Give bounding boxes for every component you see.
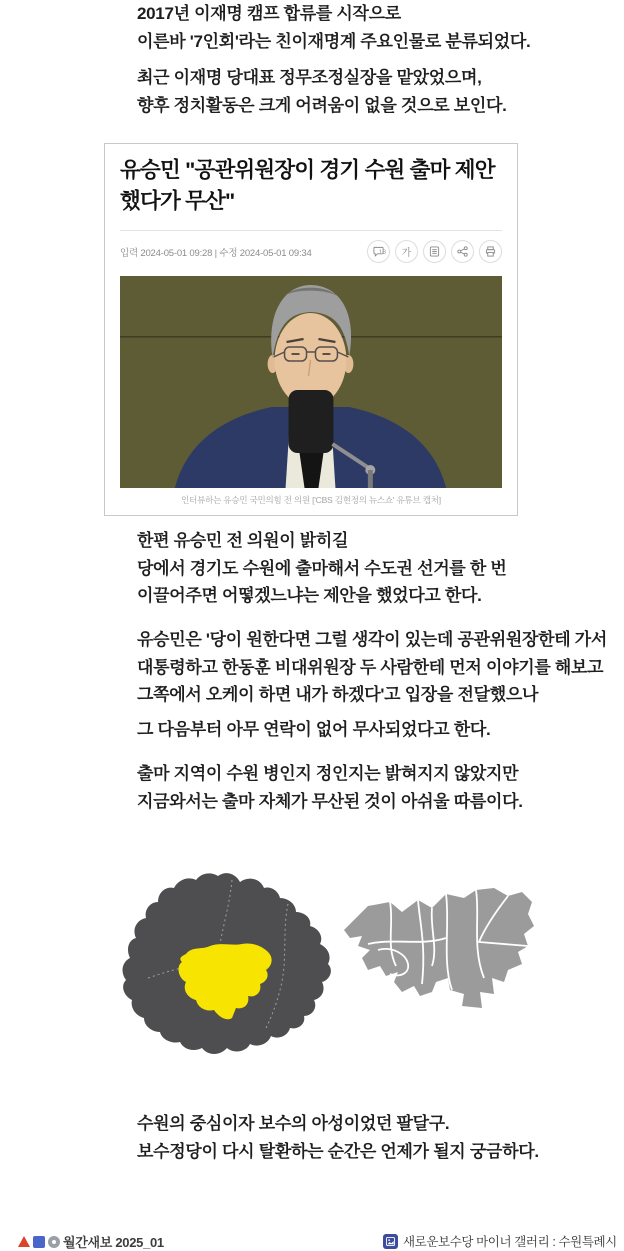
suwon-city-map <box>120 870 332 1068</box>
gallery-badge-icon <box>383 1234 398 1249</box>
footer-gallery-label: 새로운보수당 마이너 갤러리 : 수원특례시 <box>403 1235 617 1249</box>
comment-count: 18 <box>378 249 386 256</box>
body-line: 대통령하고 한동훈 비대위원장 두 사람한테 먼저 이야기를 해보고 <box>137 657 604 677</box>
intro-line: 최근 이재명 당대표 정무조정실장을 맡았었으며, <box>137 68 482 87</box>
microphone <box>289 390 334 453</box>
intro-line: 이른바 '7인회'라는 친이재명계 주요인물로 분류되었다. <box>137 31 531 51</box>
footer-issue-label: 월간새보 2025_01 <box>63 1235 164 1250</box>
intro-line: 2017년 이재명 캠프 합류를 시작으로 <box>137 4 401 23</box>
closing-line: 보수정당이 다시 탈환하는 순간은 언제가 될지 궁금하다. <box>137 1141 539 1161</box>
body-line: 유승민은 '당이 원한다면 그럴 생각이 있는데 공관위원장한테 가서 <box>137 630 607 649</box>
photo-caption: 인터뷰하는 유승민 국민의힘 전 의원 ['CBS 김현정의 뉴스쇼' 유튜브 캡처] <box>181 495 441 505</box>
interview-photo-illustration <box>120 276 502 488</box>
body-line: 이끌어주면 어떻겠느냐는 제안을 했었다고 한다. <box>137 586 482 605</box>
summary-icon <box>429 246 440 257</box>
body-paragraph-1 <box>137 527 507 610</box>
summary-button[interactable] <box>423 240 446 263</box>
body-line: 한편 유승민 전 의원이 밝히길 <box>137 531 349 550</box>
body-paragraph-3 <box>137 716 490 744</box>
share-icon <box>457 246 468 257</box>
closing-paragraph <box>137 1110 539 1165</box>
intro-line: 향후 정치활동은 크게 어려움이 없을 것으로 보인다. <box>137 95 507 115</box>
news-article-card <box>104 143 518 516</box>
article-byline: 입력 2024-05-01 09:28 | 수정 2024-05-01 09:34 <box>120 247 312 259</box>
districts-outline <box>344 888 534 1008</box>
intro-paragraph-2 <box>137 64 507 119</box>
body-paragraph-2 <box>137 626 607 709</box>
print-button[interactable] <box>479 240 502 263</box>
article-photo <box>120 276 502 488</box>
body-line: 당에서 경기도 수원에 출마해서 수도권 선거를 한 번 <box>137 558 507 578</box>
body-line: 그쪽에서 오케이 하면 내가 하겠다'고 입장을 전달했으나 <box>137 685 539 704</box>
comment-count-button[interactable] <box>367 240 390 263</box>
body-line: 지금와서는 출마 자체가 무산된 것이 아쉬울 따름이다. <box>137 791 523 811</box>
closing-line: 수원의 중심이자 보수의 아성이었던 팔달구. <box>137 1114 450 1133</box>
font-size-label: 가 <box>401 248 412 259</box>
intro-paragraph-1 <box>137 0 530 55</box>
footer-left <box>18 1232 164 1251</box>
square-logo-icon <box>33 1236 45 1248</box>
footer-right <box>383 1232 617 1250</box>
share-button[interactable] <box>451 240 474 263</box>
body-line: 그 다음부터 아무 연락이 없어 무사되었다고 한다. <box>137 720 491 739</box>
article-headline: 유승민 "공관위원장이 경기 수원 출마 제안했다가 무산" <box>120 158 495 213</box>
article-toolbar <box>367 240 502 263</box>
suwon-districts-map <box>334 884 538 1010</box>
print-icon <box>485 246 496 257</box>
divider <box>120 230 502 231</box>
triangle-logo-icon <box>18 1236 30 1247</box>
body-paragraph-4 <box>137 760 523 815</box>
body-line: 출마 지역이 수원 병인지 정인지는 밝혀지지 않았지만 <box>137 764 519 783</box>
font-size-button[interactable] <box>395 240 418 263</box>
circle-logo-icon <box>48 1236 60 1248</box>
